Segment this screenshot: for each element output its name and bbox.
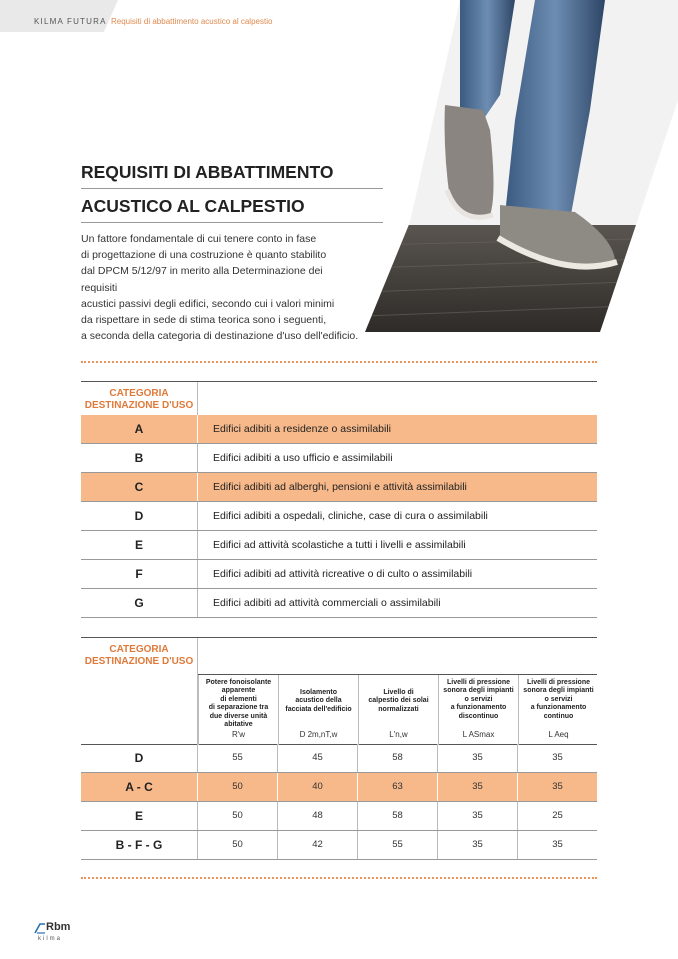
header-text-line: due diverse unità [209, 712, 268, 720]
intro-paragraph [81, 231, 361, 344]
header-text-line: discontinuo [458, 712, 499, 720]
category-header-line: DESTINAZIONE D'USO [84, 400, 194, 411]
category-description: Edifici adibiti a uso ufficio e assimilabili [213, 452, 393, 464]
requirements-table [81, 637, 597, 861]
header-text-line: sonora degli impianti [443, 687, 514, 695]
header-text-line: di separazione tra [208, 704, 269, 712]
header-text-line: normalizzati [378, 705, 419, 713]
column-divider [197, 502, 198, 530]
category-description: Edifici adibiti ad alberghi, pensioni e attività assimilabili [213, 481, 467, 493]
header-text-line: apparente [221, 687, 256, 695]
category-table-header [81, 381, 597, 417]
table-cell: 25 [517, 802, 597, 830]
table-cell: 55 [197, 744, 277, 772]
table-cell: 48 [277, 802, 357, 830]
category-header-label [81, 388, 197, 412]
header-text-line: sonora degli impianti [523, 687, 594, 695]
requirements-table-header [81, 637, 597, 745]
category-header-line: CATEGORIA [109, 644, 169, 655]
logo-text: Rbm [46, 921, 71, 933]
category-description: Edifici ad attività scolastiche a tutti i livelli e assimilabili [213, 539, 466, 551]
column-header-text [361, 689, 436, 714]
breadcrumb: Requisiti di abbattimento acustico al calpestio [111, 17, 273, 26]
category-code: A - C [125, 780, 153, 794]
dotted-divider [81, 361, 597, 363]
table-row [81, 560, 597, 589]
category-code: F [135, 567, 143, 581]
header-text-line: a funzionamento [530, 704, 587, 712]
table-cell: 35 [517, 831, 597, 859]
table-cell: 45 [277, 744, 357, 772]
table-cell: 42 [277, 831, 357, 859]
header-text-line: Livello di [383, 689, 414, 696]
header-text-line: Livelli di pressione [446, 679, 511, 686]
intro-line: Un fattore fondamentale di cui tenere conto in fase [81, 233, 317, 245]
intro-line: da rispettare in sede di stima teorica sono i seguenti, [81, 314, 327, 327]
category-description: Edifici adibiti ad attività commerciali o assimilabili [213, 597, 441, 609]
table-row [81, 444, 597, 473]
category-code: E [134, 538, 143, 552]
column-divider [197, 415, 198, 443]
column-symbol: L'n,w [389, 730, 408, 739]
table-row [81, 589, 597, 618]
rbm-logo [34, 921, 84, 947]
brand-label: KILMA FUTURA [34, 17, 107, 26]
column-divider [197, 444, 198, 472]
title-line-2: ACUSTICO AL CALPESTIO [81, 194, 383, 223]
header-text-line: o servizi [544, 695, 573, 703]
header-text-line: di elementi [220, 695, 257, 703]
header-text-line: abitative [224, 721, 253, 729]
column-header [518, 675, 598, 745]
column-symbol: R'w [231, 730, 246, 739]
column-symbol: L ASmax [462, 730, 495, 739]
category-code: B - F - G [115, 838, 163, 852]
header-text-line: continuo [543, 712, 574, 720]
table-cell: 58 [357, 802, 437, 830]
table-cell: 35 [517, 744, 597, 772]
table-cell: 58 [357, 744, 437, 772]
category-code: A [134, 422, 144, 436]
header-text-line: facciata dell'edificio [285, 705, 352, 713]
category-table [81, 381, 597, 621]
column-header [198, 675, 278, 745]
category-description: Edifici adibiti ad attività ricreative o di culto o assimilabili [213, 568, 473, 580]
table-cell: 35 [437, 773, 517, 801]
header-text-line: calpestio dei solai [368, 697, 429, 705]
category-code: D [134, 509, 144, 523]
header-tab [0, 0, 118, 32]
category-code: D [134, 751, 144, 765]
column-header [438, 675, 518, 745]
table-row [81, 473, 597, 502]
category-code: C [134, 480, 144, 494]
header-text-line: Potere fonoisolante [205, 679, 272, 686]
intro-line: di progettazione di una costruzione è quanto stabilito [81, 249, 327, 262]
logo-mark-icon [34, 922, 46, 934]
column-header-text [521, 679, 596, 721]
header-text-line: o servizi [464, 695, 493, 703]
intro-line: dal DPCM 5/12/97 in merito alla Determinazione dei requisiti [81, 265, 323, 294]
logo-subtext: kilma [38, 936, 63, 942]
column-header-text [441, 679, 516, 721]
column-header [278, 675, 358, 745]
dotted-divider [81, 877, 597, 879]
intro-line: acustici passivi degli edifici, secondo cui i valori minimi [81, 297, 335, 310]
table-cell: 63 [357, 773, 437, 801]
column-symbol: D 2m,nT,w [299, 730, 338, 739]
column-header [358, 675, 438, 745]
table-cell: 35 [437, 831, 517, 859]
table-cell: 55 [357, 831, 437, 859]
category-code: E [134, 809, 143, 823]
table-row [81, 831, 597, 860]
intro-line: a seconda della categoria di destinazione d'uso dell'edificio. [81, 330, 359, 343]
category-code: B [134, 451, 144, 465]
table-row [81, 502, 597, 531]
table-cell: 40 [277, 773, 357, 801]
column-divider [197, 382, 198, 416]
table-row [81, 744, 597, 773]
table-cell: 35 [437, 802, 517, 830]
category-header-line: CATEGORIA [109, 388, 169, 399]
table-cell: 50 [197, 831, 277, 859]
table-cell: 50 [197, 773, 277, 801]
header-text-line: acustico della [295, 697, 342, 705]
column-header-text [281, 689, 356, 714]
header-text-line: Isolamento [300, 689, 337, 696]
table-row [81, 802, 597, 831]
column-header-text [201, 679, 276, 729]
category-header-line: DESTINAZIONE D'USO [84, 656, 194, 667]
table-cell: 50 [197, 802, 277, 830]
hero-photo [365, 0, 678, 332]
table-row [81, 773, 597, 802]
page-title [81, 160, 383, 228]
column-symbol: L Aeq [548, 730, 569, 739]
title-line-1: REQUISITI DI ABBATTIMENTO [81, 160, 383, 189]
header-text-line: a funzionamento [450, 704, 507, 712]
table-row [81, 415, 597, 444]
table-cell: 35 [517, 773, 597, 801]
header-text-line: Livelli di pressione [526, 679, 591, 686]
column-divider [197, 560, 198, 588]
category-code: G [134, 596, 144, 610]
category-description: Edifici adibiti a ospedali, cliniche, case di cura o assimilabili [213, 510, 488, 522]
column-divider [197, 531, 198, 559]
table-cell: 35 [437, 744, 517, 772]
column-divider [197, 589, 198, 617]
column-divider [197, 473, 198, 501]
table-row [81, 531, 597, 560]
category-description: Edifici adibiti a residenze o assimilabili [213, 423, 391, 435]
column-headers [198, 674, 597, 745]
category-header-label [81, 644, 197, 668]
